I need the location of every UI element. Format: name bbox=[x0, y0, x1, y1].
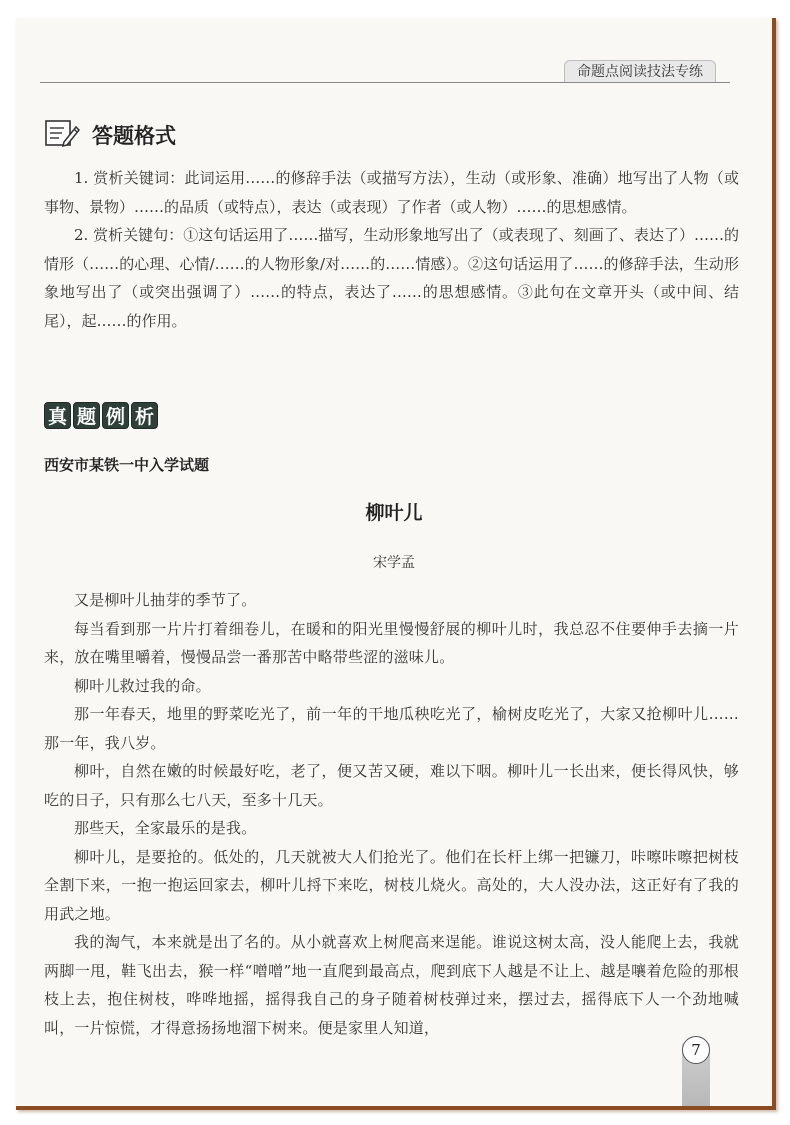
article-paragraph: 那些天，全家最乐的是我。 bbox=[74, 819, 257, 837]
badge-char: 析 bbox=[131, 402, 158, 429]
format-paragraph-1: 1. 赏析关键词：此词运用……的修辞手法（或描写方法），生动（或形象、准确）地写出了人物（或事物、景物）……的品质（或特点），表达（或表现）了作者（或人物）……的思想感情。 bbox=[44, 169, 739, 216]
badge-char: 例 bbox=[102, 402, 129, 429]
article-author: 宋学孟 bbox=[373, 555, 415, 571]
article-title: 柳叶儿 bbox=[365, 502, 423, 524]
badge-char: 题 bbox=[73, 402, 100, 429]
format-block bbox=[44, 164, 739, 335]
exam-source: 西安市某铁一中入学试题 bbox=[44, 456, 210, 474]
format-paragraph-2: 2. 赏析关键句：①这句话运用了……描写，生动形象地写出了（或表现了、刻画了、表达了）……的情形（……的心理、心情/……的人物形象/对……的……情感）。②这句话运用了……的修辞手法，生动形象地写出了（或突出强调了）……的特点，表达了……的思想感情。③此句在文章开头（或中间、结尾），起……的作用。 bbox=[44, 226, 739, 330]
article-paragraph: 柳叶，自然在嫩的时候最好吃，老了，便又苦又硬，难以下咽。柳叶儿一长出来，便长得风快，够吃的日子，只有那么七八天，至多十几天。 bbox=[44, 762, 739, 809]
article-paragraph: 那一年春天，地里的野菜吃光了，前一年的干地瓜秧吃光了，榆树皮吃光了，大家又抢柳叶儿……那一年，我八岁。 bbox=[44, 705, 739, 752]
article-paragraph: 我的淘气，本来就是出了名的。从小就喜欢上树爬高来逞能。谁说这树太高，没人能爬上去，我就两脚一甩，鞋飞出去，猴一样“噌噌”地一直爬到最高点，爬到底下人越是不让上、越是嚷着危险的那根枝上去，抱住树枝，哗哗地摇，摇得我自己的身子随着树枝弹过来，摆过去，摇得底下人一个劲地喊叫，一片惊慌，才得意扬扬地溜下树来。便是家里人知道， bbox=[44, 933, 739, 1037]
article-body bbox=[44, 586, 739, 1042]
section-title: 答题格式 bbox=[92, 124, 176, 148]
section-heading bbox=[44, 118, 176, 152]
badge-char: 真 bbox=[44, 402, 71, 429]
example-badge bbox=[44, 402, 158, 429]
header-tab: 命题点阅读技法专练 bbox=[564, 60, 716, 83]
article-paragraph: 柳叶儿救过我的命。 bbox=[74, 676, 211, 695]
article-paragraph: 又是柳叶儿抽芽的季节了。 bbox=[74, 591, 257, 609]
page-number: 7 bbox=[682, 1036, 710, 1064]
article-paragraph: 每当看到那一片片打着细卷儿，在暖和的阳光里慢慢舒展的柳叶儿时，我总忍不住要伸手去摘一片来，放在嘴里嚼着，慢慢品尝一番那苦中略带些涩的滋味儿。 bbox=[44, 619, 739, 666]
header-divider bbox=[40, 82, 730, 83]
book-page bbox=[16, 18, 776, 1110]
pencil-notepad-icon bbox=[44, 118, 80, 152]
article-paragraph: 柳叶儿，是要抢的。低处的，几天就被大人们抢光了。他们在长杆上绑一把镰刀，咔嚓咔嚓把树枝全割下来，一抱一抱运回家去，柳叶儿捋下来吃，树枝儿烧火。高处的，大人没办法，这正好有了我的用武之地。 bbox=[44, 847, 739, 923]
